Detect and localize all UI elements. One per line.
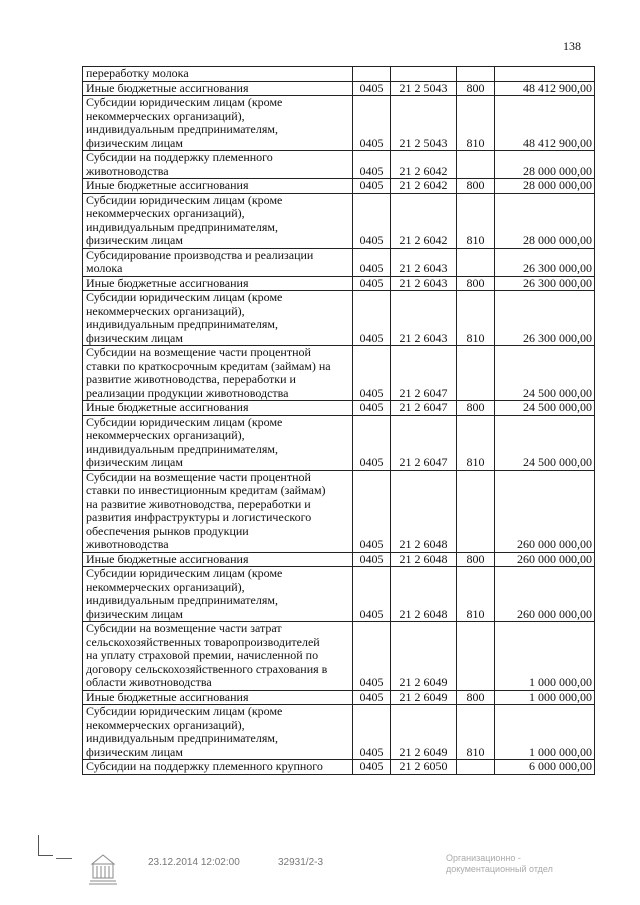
row-expense-type-cell: 800: [457, 552, 495, 567]
row-amount-cell: 24 500 000,00: [495, 401, 595, 416]
row-section-cell: 0405: [353, 276, 391, 291]
row-amount-cell: 26 300 000,00: [495, 291, 595, 346]
row-expense-type-cell: [457, 151, 495, 179]
row-name-cell: Субсидирование производства и реализации молока: [83, 248, 353, 276]
row-name-cell: Субсидии юридическим лицам (кроме некоммерческих организаций), индивидуальным предпринимателям, физическим лицам: [83, 705, 353, 760]
row-section-cell: 0405: [353, 179, 391, 194]
row-name-cell: Субсидии на возмещение части затрат сельскохозяйственных товаропроизводителей на уплату страховой премии, начисленной по договору сельскохозяйственного страхования в области животноводства: [83, 622, 353, 691]
row-section-cell: 0405: [353, 760, 391, 775]
table-row: [83, 760, 595, 775]
row-amount-cell: 48 412 900,00: [495, 96, 595, 151]
row-name-cell: Иные бюджетные ассигнования: [83, 552, 353, 567]
row-section-cell: 0405: [353, 193, 391, 248]
row-name-cell: Субсидии на возмещение части процентной ставки по инвестиционным кредитам (займам) на развитие животноводства, переработки и развития инфраструктуры и логистического обеспечения рынков продукции животноводства: [83, 470, 353, 552]
table-row: [83, 81, 595, 96]
row-amount-cell: 26 300 000,00: [495, 248, 595, 276]
row-expense-type-cell: 800: [457, 401, 495, 416]
table-row: [83, 248, 595, 276]
footer-timestamp: 23.12.2014 12:02:00: [148, 857, 240, 868]
row-target-article-cell: 21 2 6050: [391, 760, 457, 775]
row-target-article-cell: 21 2 6042: [391, 179, 457, 194]
row-section-cell: 0405: [353, 346, 391, 401]
margin-bracket-mark: [38, 835, 53, 856]
row-name-cell: Субсидии на возмещение части процентной ставки по краткосрочным кредитам (займам) на развитие животноводства, переработки и реализации продукции животноводства: [83, 346, 353, 401]
row-target-article-cell: 21 2 6047: [391, 415, 457, 470]
row-target-article-cell: 21 2 6042: [391, 151, 457, 179]
row-target-article-cell: 21 2 6049: [391, 690, 457, 705]
table-row: [83, 67, 595, 82]
row-name-cell: Субсидии на поддержку племенного крупного: [83, 760, 353, 775]
row-amount-cell: 1 000 000,00: [495, 690, 595, 705]
row-name-cell: Субсидии юридическим лицам (кроме некоммерческих организаций), индивидуальным предпринимателям, физическим лицам: [83, 567, 353, 622]
table-row: [83, 401, 595, 416]
table-row: [83, 567, 595, 622]
row-amount-cell: 1 000 000,00: [495, 622, 595, 691]
row-target-article-cell: 21 2 6042: [391, 193, 457, 248]
row-expense-type-cell: [457, 67, 495, 82]
row-expense-type-cell: 800: [457, 690, 495, 705]
row-expense-type-cell: 800: [457, 276, 495, 291]
table-row: [83, 179, 595, 194]
table-row: [83, 193, 595, 248]
row-amount-cell: 260 000 000,00: [495, 567, 595, 622]
row-section-cell: 0405: [353, 622, 391, 691]
row-name-cell: Иные бюджетные ассигнования: [83, 276, 353, 291]
row-target-article-cell: 21 2 5043: [391, 81, 457, 96]
row-name-cell: Иные бюджетные ассигнования: [83, 179, 353, 194]
row-expense-type-cell: [457, 346, 495, 401]
row-target-article-cell: 21 2 6047: [391, 401, 457, 416]
footer-document-code: 32931/2-3: [278, 857, 324, 868]
row-amount-cell: 26 300 000,00: [495, 276, 595, 291]
row-section-cell: 0405: [353, 81, 391, 96]
row-expense-type-cell: 800: [457, 81, 495, 96]
row-section-cell: 0405: [353, 248, 391, 276]
row-expense-type-cell: [457, 470, 495, 552]
row-expense-type-cell: 810: [457, 567, 495, 622]
row-target-article-cell: 21 2 5043: [391, 96, 457, 151]
row-expense-type-cell: [457, 760, 495, 775]
row-expense-type-cell: 810: [457, 705, 495, 760]
row-target-article-cell: 21 2 6043: [391, 248, 457, 276]
row-section-cell: 0405: [353, 151, 391, 179]
row-expense-type-cell: 810: [457, 96, 495, 151]
row-section-cell: [353, 67, 391, 82]
row-target-article-cell: 21 2 6049: [391, 705, 457, 760]
row-section-cell: 0405: [353, 415, 391, 470]
row-target-article-cell: 21 2 6048: [391, 567, 457, 622]
row-expense-type-cell: [457, 248, 495, 276]
row-amount-cell: 24 500 000,00: [495, 346, 595, 401]
table-row: [83, 690, 595, 705]
row-section-cell: 0405: [353, 401, 391, 416]
table-row: [83, 346, 595, 401]
row-name-cell: Иные бюджетные ассигнования: [83, 81, 353, 96]
table-row: [83, 622, 595, 691]
row-name-cell: переработку молока: [83, 67, 353, 82]
row-section-cell: 0405: [353, 552, 391, 567]
row-amount-cell: 28 000 000,00: [495, 151, 595, 179]
row-section-cell: 0405: [353, 705, 391, 760]
margin-dash-mark: [56, 858, 72, 859]
row-name-cell: Иные бюджетные ассигнования: [83, 401, 353, 416]
row-amount-cell: 6 000 000,00: [495, 760, 595, 775]
row-name-cell: Иные бюджетные ассигнования: [83, 690, 353, 705]
row-section-cell: 0405: [353, 291, 391, 346]
page-number: 138: [563, 39, 581, 53]
row-expense-type-cell: 800: [457, 179, 495, 194]
row-expense-type-cell: 810: [457, 415, 495, 470]
table-row: [83, 276, 595, 291]
row-target-article-cell: [391, 67, 457, 82]
row-amount-cell: 48 412 900,00: [495, 81, 595, 96]
row-section-cell: 0405: [353, 470, 391, 552]
table-row: [83, 470, 595, 552]
row-name-cell: Субсидии юридическим лицам (кроме некоммерческих организаций), индивидуальным предпринимателям, физическим лицам: [83, 96, 353, 151]
table-row: [83, 151, 595, 179]
row-amount-cell: [495, 67, 595, 82]
table-row: [83, 415, 595, 470]
row-name-cell: Субсидии юридическим лицам (кроме некоммерческих организаций), индивидуальным предпринимателям, физическим лицам: [83, 291, 353, 346]
row-expense-type-cell: 810: [457, 291, 495, 346]
budget-table: [82, 66, 595, 775]
row-amount-cell: 260 000 000,00: [495, 470, 595, 552]
emblem-stamp-icon: [86, 852, 120, 886]
row-section-cell: 0405: [353, 690, 391, 705]
row-amount-cell: 28 000 000,00: [495, 193, 595, 248]
row-amount-cell: 24 500 000,00: [495, 415, 595, 470]
table-row: [83, 96, 595, 151]
row-name-cell: Субсидии на поддержку племенного животноводства: [83, 151, 353, 179]
row-target-article-cell: 21 2 6048: [391, 470, 457, 552]
row-amount-cell: 260 000 000,00: [495, 552, 595, 567]
footer-department-stamp: Организационно - документационный отдел: [446, 853, 553, 874]
table-row: [83, 552, 595, 567]
row-target-article-cell: 21 2 6049: [391, 622, 457, 691]
row-name-cell: Субсидии юридическим лицам (кроме некоммерческих организаций), индивидуальным предпринимателям, физическим лицам: [83, 193, 353, 248]
table-row: [83, 291, 595, 346]
row-expense-type-cell: 810: [457, 193, 495, 248]
row-section-cell: 0405: [353, 96, 391, 151]
row-amount-cell: 1 000 000,00: [495, 705, 595, 760]
table-row: [83, 705, 595, 760]
row-name-cell: Субсидии юридическим лицам (кроме некоммерческих организаций), индивидуальным предпринимателям, физическим лицам: [83, 415, 353, 470]
row-expense-type-cell: [457, 622, 495, 691]
row-amount-cell: 28 000 000,00: [495, 179, 595, 194]
row-target-article-cell: 21 2 6043: [391, 276, 457, 291]
row-target-article-cell: 21 2 6048: [391, 552, 457, 567]
table-body: [83, 67, 595, 775]
row-target-article-cell: 21 2 6047: [391, 346, 457, 401]
row-target-article-cell: 21 2 6043: [391, 291, 457, 346]
row-section-cell: 0405: [353, 567, 391, 622]
